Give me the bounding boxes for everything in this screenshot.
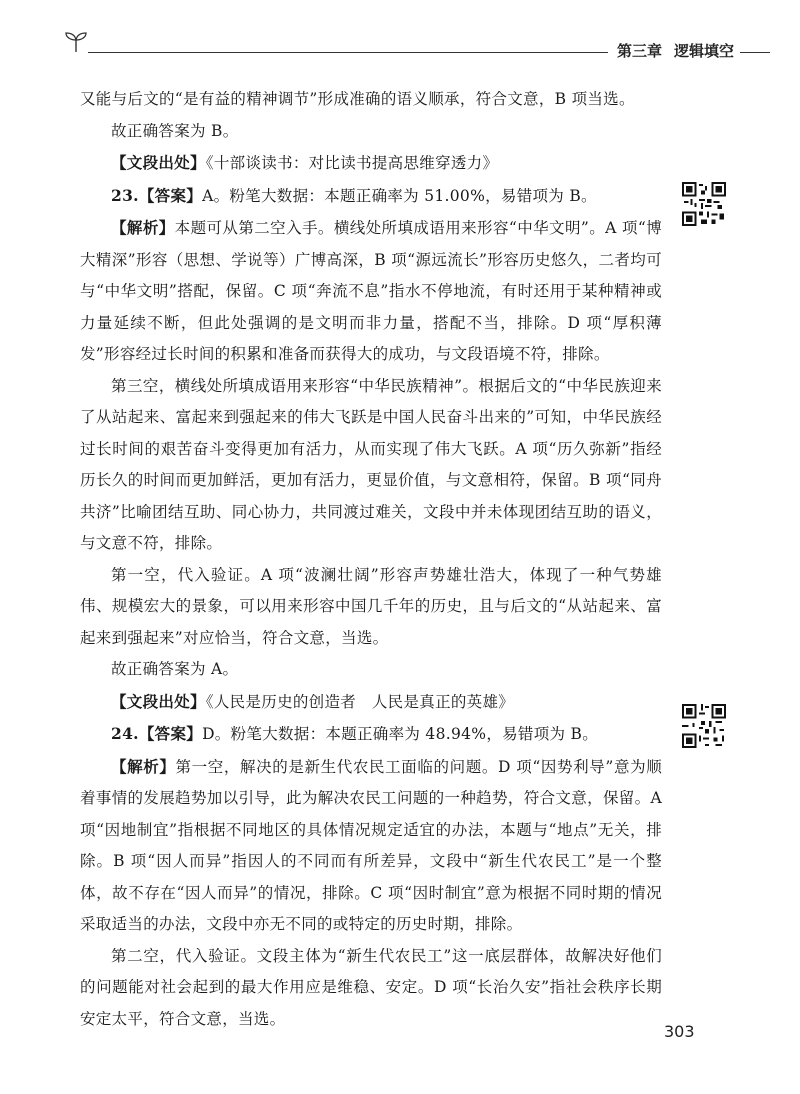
analysis-text: 第一空，解决的是新生代农民工面临的问题。D 项“因势利导”意为顺着事情的发展趋势加以引导，此为解决农民工问题的一种趋势，符合文意，保留。A 项“因地制宜”指根据不同地区的具体情况规定适宜的办法，本题与“地点”无关，排除。B 项“因人而异”指因人的不同而有所差异，文段中“新生代农民工”是一个整体，故不存在“因人而异”的情况，排除。C 项“因时制宜”意为根据不同时期的情况采取适当的办法，文段中亦无不同的或特定的历史时期，排除。 bbox=[80, 757, 662, 933]
paragraph-text: 又能与后文的“是有益的精神调节”形成准确的语义顺承，符合文意，B 项当选。 bbox=[80, 90, 635, 108]
answer-text: A。粉笔大数据：本题正确率为 51.00%，易错项为 B。 bbox=[202, 186, 597, 205]
sprout-icon bbox=[62, 30, 90, 54]
analysis-label: 【解析】 bbox=[111, 218, 175, 237]
answer-line bbox=[80, 180, 662, 213]
answer-text: D。粉笔大数据：本题正确率为 48.94%，易错项为 B。 bbox=[202, 725, 599, 743]
analysis-paragraph bbox=[80, 212, 662, 371]
paragraph bbox=[80, 116, 662, 148]
analysis-label: 【解析】 bbox=[111, 756, 176, 776]
page-body bbox=[80, 84, 662, 1035]
header-rule-right bbox=[740, 52, 770, 53]
paragraph-text: 第三空，横线处所填成语用来形容“中华民族精神”。根据后文的“中华民族迎来了从站起来、富起来到强起来的伟大飞跃是中国人民奋斗出来的”可知，中华民族经过长时间的艰苦奋斗变得更加有活力，从而实现了伟大飞跃。A 项“历久弥新”指经历长久的时间而更加鲜活，更加有活力，更显价值，与文意相符，保留。B 项“同舟共济”比喻团结互助、同心协力，共同渡过难关，文段中并未体现团结互助的语义，与文意不符，排除。 bbox=[80, 376, 662, 552]
paragraph bbox=[80, 84, 662, 116]
paragraph-text: 第一空，代入验证。A 项“波澜壮阔”形容声势雄壮浩大，体现了一种气势雄伟、规模宏大的景象，可以用来形容中国几千年的历史，且与后文的“从站起来、富起来到强起来”对应恰当，符合文意，当选。 bbox=[80, 565, 662, 647]
chapter-title bbox=[605, 40, 734, 61]
page-number: 303 bbox=[664, 1022, 695, 1041]
qr-code-icon[interactable] bbox=[682, 182, 726, 226]
answer-line bbox=[80, 718, 662, 751]
source-line bbox=[80, 147, 662, 180]
paragraph-text: 故正确答案为 A。 bbox=[111, 660, 239, 678]
chapter-section: 逻辑填空 bbox=[673, 42, 734, 60]
source-line bbox=[80, 686, 662, 719]
paragraph bbox=[80, 654, 662, 686]
answer-label: 24.【答案】 bbox=[111, 724, 203, 743]
paragraph bbox=[80, 560, 662, 655]
source-label: 【文段出处】 bbox=[111, 153, 206, 172]
analysis-paragraph bbox=[80, 751, 662, 941]
paragraph-text: 第二空，代入验证。文段主体为“新生代农民工”这一底层群体，故解决好他们的问题能对社会起到的最大作用应是维稳、安定。D 项“长治久安”指社会秩序长期安定太平，符合文意，当选。 bbox=[80, 946, 662, 1028]
analysis-text: 本题可从第二空入手。横线处所填成语用来形容“中华文明”。A 项“博大精深”形容（思想、学说等）广博高深，B 项“源远流长”形容历史悠久，二者均可与“中华文明”搭配，保留。C 项“奔流不息”指水不停地流，有时还用于某种精神或力量延续不断，但此处强调的是文明而非力量，搭配不当，排除。D 项“厚积薄发”形容经过长时间的积累和准备而获得大的成功，与文段语境不符，排除。 bbox=[80, 219, 663, 363]
source-text: 《十部谈读书：对比读书提高思维穿透力》 bbox=[205, 154, 499, 172]
paragraph bbox=[80, 941, 662, 1036]
paragraph bbox=[80, 371, 662, 560]
source-text: 《人民是历史的创造者 人民是真正的英雄》 bbox=[205, 692, 515, 711]
source-label: 【文段出处】 bbox=[111, 691, 206, 711]
paragraph-text: 故正确答案为 B。 bbox=[111, 121, 239, 140]
page-header bbox=[62, 30, 770, 70]
qr-code-icon[interactable] bbox=[682, 704, 726, 748]
answer-label: 23.【答案】 bbox=[111, 185, 203, 205]
header-rule-left bbox=[88, 52, 608, 53]
chapter-number: 第三章 bbox=[616, 42, 662, 60]
